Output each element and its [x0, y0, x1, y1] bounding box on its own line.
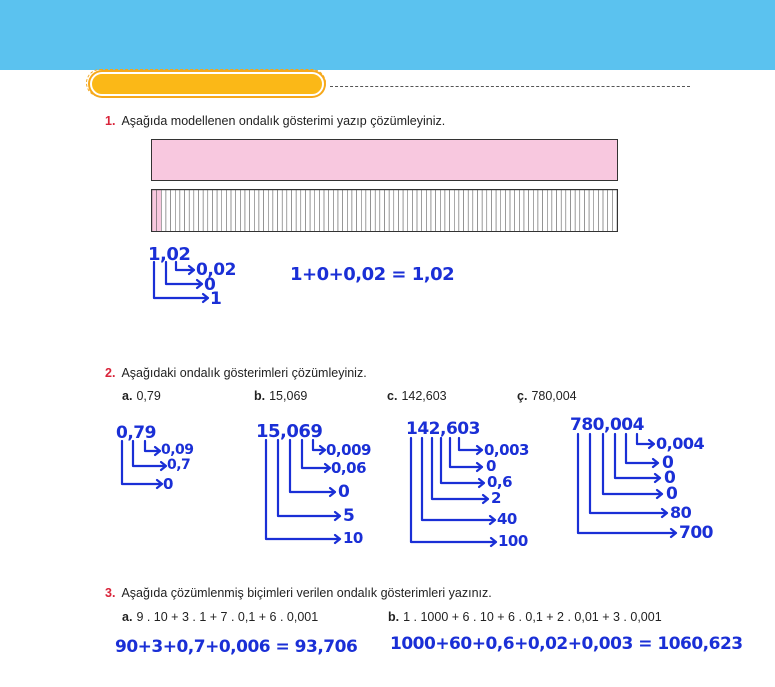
q2c-part-2: 0	[486, 457, 496, 475]
question-1-number: 1.	[105, 114, 116, 128]
q2a-part-3: 0	[163, 475, 173, 493]
q2c-part-3: 0,6	[487, 473, 513, 491]
q2c-cedilla-part-6: 700	[679, 523, 713, 543]
q2c-cedilla-part-3: 0	[664, 468, 676, 488]
q3-item-a-label: a.	[122, 610, 133, 624]
q3-item-b-label: b.	[388, 610, 400, 624]
q2-item-b-label: b.	[254, 389, 266, 403]
q2-item-c-cedilla-value: 780,004	[531, 389, 577, 403]
q1-part-1: 0,02	[196, 260, 236, 280]
q2c-answer: 142,603	[406, 419, 480, 439]
q2-item-b-value: 15,069	[269, 389, 308, 403]
question-3	[105, 586, 492, 600]
q2b-part-1: 0,009	[326, 441, 371, 459]
q2c-part-6: 100	[498, 532, 528, 550]
q2-item-c-value: 142,603	[401, 389, 447, 403]
q1-part-3: 1	[210, 289, 222, 309]
q3-item-a	[122, 610, 318, 624]
q2a-part-2: 0,7	[167, 457, 191, 473]
q2a-part-1: 0,09	[161, 442, 194, 458]
question-3-text: Aşağıda çözümlenmiş biçimleri verilen ondalık gösterimleri yazınız.	[121, 586, 492, 600]
q2c-cedilla-answer: 780,004	[570, 415, 644, 435]
q2b-part-5: 10	[343, 529, 363, 547]
q2b-part-4: 5	[343, 506, 355, 526]
q2-item-c	[387, 389, 447, 403]
q2b-part-3: 0	[338, 482, 350, 502]
q3b-answer: 1000+60+0,6+0,02+0,003 = 1060,623	[390, 634, 743, 654]
question-2	[105, 366, 367, 380]
q2-item-c-label: c.	[387, 389, 398, 403]
q3-item-b-value: 1 . 1000 + 6 . 10 + 6 . 0,1 + 2 . 0,01 + 3 . 0,001	[403, 610, 662, 624]
q2-item-a	[122, 389, 161, 403]
question-3-number: 3.	[105, 586, 116, 600]
q2c-cedilla-part-1: 0,004	[656, 434, 705, 453]
question-1-text: Aşağıda modellenen ondalık gösterimi yazıp çözümleyiniz.	[121, 114, 446, 128]
q2c-part-4: 2	[491, 489, 501, 507]
q2-item-a-value: 0,79	[136, 389, 161, 403]
q2-item-c-cedilla-label: ç.	[517, 389, 528, 403]
q1-answer-value: 1,02	[148, 244, 191, 265]
q2c-cedilla-part-4: 0	[666, 484, 678, 504]
q2c-part-5: 40	[497, 510, 517, 528]
q3-item-a-value: 9 . 10 + 3 . 1 + 7 . 0,1 + 6 . 0,001	[136, 610, 319, 624]
question-2-number: 2.	[105, 366, 116, 380]
q3-item-b	[388, 610, 662, 624]
q1-part-2: 0	[204, 275, 216, 295]
q3a-answer: 90+3+0,7+0,006 = 93,706	[115, 637, 358, 657]
q2c-cedilla-part-2: 0	[662, 453, 674, 473]
q2-item-a-label: a.	[122, 389, 133, 403]
q2-item-b	[254, 389, 307, 403]
q1-sum: 1+0+0,02 = 1,02	[290, 264, 455, 285]
q2c-part-1: 0,003	[484, 441, 529, 459]
q2a-answer: 0,79	[116, 423, 156, 443]
q2b-part-2: 0,06	[331, 459, 367, 477]
question-2-text: Aşağıdaki ondalık gösterimleri çözümleyiniz.	[121, 366, 367, 380]
q2-item-c-cedilla	[517, 389, 577, 403]
q2b-answer: 15,069	[256, 421, 323, 442]
q2c-cedilla-part-5: 80	[670, 503, 692, 522]
